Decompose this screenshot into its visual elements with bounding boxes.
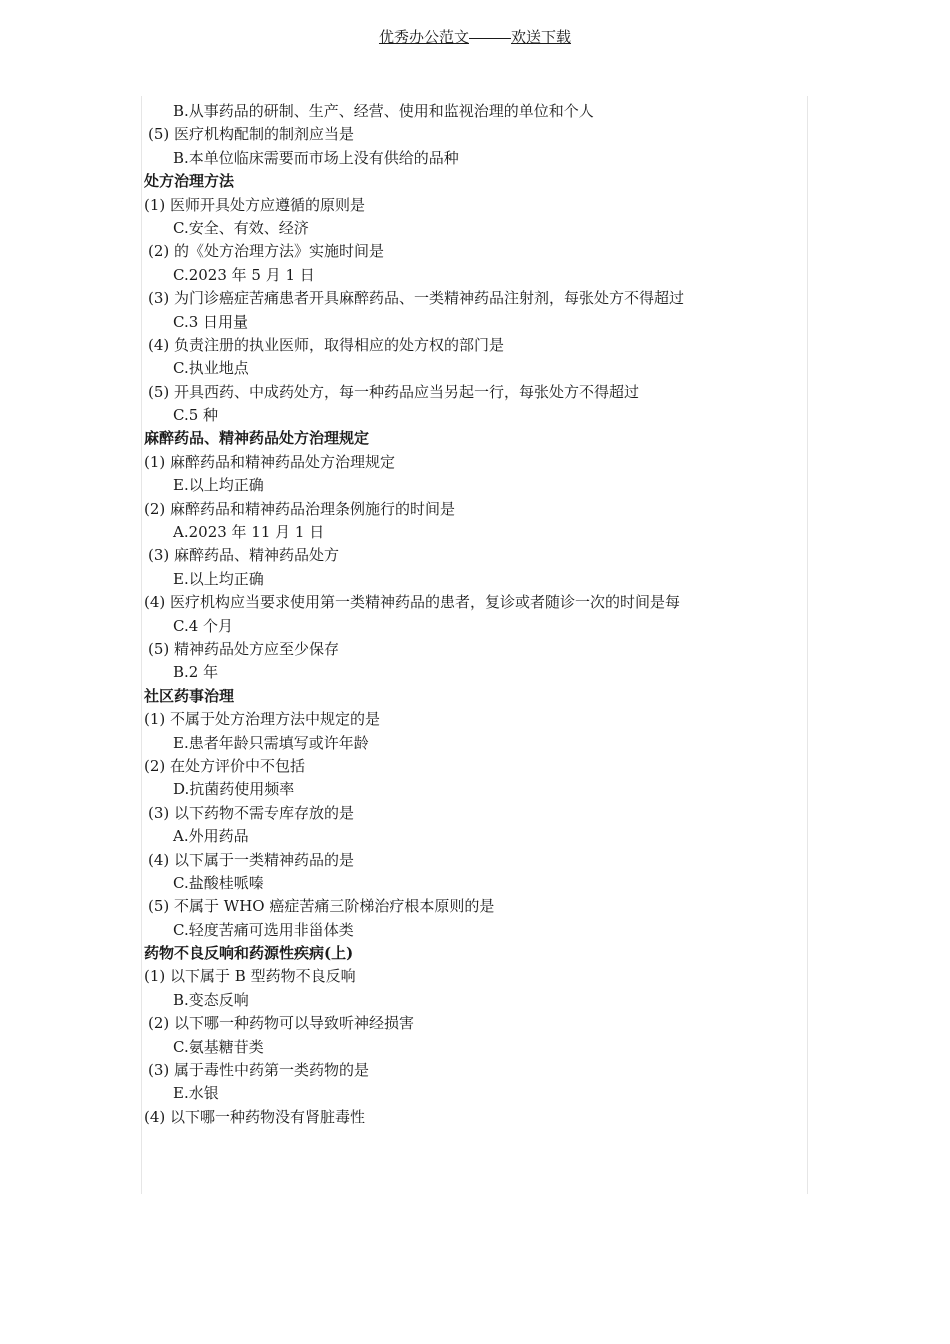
page-frame-right-border bbox=[807, 96, 808, 1194]
answer-line: E.患者年龄只需填写或许年龄 bbox=[173, 733, 369, 752]
question-line: (3) 为门诊癌症苦痛患者开具麻醉药品、一类精神药品注射剂，每张处方不得超过 bbox=[148, 289, 685, 308]
question-line: (1) 不属于处方治理方法中规定的是 bbox=[144, 710, 381, 729]
page-frame-left-border bbox=[141, 96, 142, 1194]
question-line: (2) 以下哪一种药物可以导致听神经损害 bbox=[148, 1014, 415, 1033]
document-body bbox=[144, 100, 804, 1129]
question-line: (1) 医师开具处方应遵循的原则是 bbox=[144, 195, 366, 214]
question-line: (4) 以下哪一种药物没有肾脏毒性 bbox=[144, 1107, 366, 1126]
question-line: (4) 以下属于一类精神药品的是 bbox=[148, 850, 355, 869]
header-right-text: 欢送下载 bbox=[511, 28, 572, 46]
answer-line: E.以上均正确 bbox=[173, 569, 264, 588]
section-heading: 药物不良反响和药源性疾病(上) bbox=[144, 944, 354, 963]
page-header bbox=[0, 26, 950, 47]
answer-line: B.2 年 bbox=[173, 663, 219, 682]
answer-line: C.氨基糖苷类 bbox=[173, 1037, 264, 1056]
answer-line: B.从事药品的研制、生产、经营、使用和监视治理的单位和个人 bbox=[173, 102, 594, 120]
header-underline-gap bbox=[469, 37, 511, 39]
section-heading: 处方治理方法 bbox=[144, 172, 235, 191]
question-line: (3) 以下药物不需专库存放的是 bbox=[148, 803, 355, 822]
question-line: (1) 麻醉药品和精神药品处方治理规定 bbox=[144, 452, 396, 471]
question-line: (5) 开具西药、中成药处方，每一种药品应当另起一行，每张处方不得超过 bbox=[148, 382, 640, 401]
question-line: (5) 不属于 WHO 癌症苦痛三阶梯治疗根本原则的是 bbox=[148, 897, 495, 916]
section-heading: 麻醉药品、精神药品处方治理规定 bbox=[144, 429, 370, 448]
answer-line: C.安全、有效、经济 bbox=[173, 218, 309, 237]
question-line: (4) 医疗机构应当要求使用第一类精神药品的患者，复诊或者随诊一次的时间是每 bbox=[144, 593, 681, 612]
answer-line: E.水银 bbox=[173, 1084, 219, 1103]
section-heading: 社区药事治理 bbox=[144, 686, 235, 705]
answer-line: C.轻度苦痛可选用非甾体类 bbox=[173, 920, 354, 939]
answer-line: C.2023 年 5 月 1 日 bbox=[173, 265, 315, 284]
answer-line: E.以上均正确 bbox=[173, 476, 264, 495]
answer-line: C.4 个月 bbox=[173, 616, 234, 635]
answer-line: A.2023 年 11 月 1 日 bbox=[173, 523, 325, 542]
header-left-text: 优秀办公范文 bbox=[378, 28, 469, 46]
answer-line: A.外用药品 bbox=[173, 827, 249, 846]
question-line: (2) 的《处方治理方法》实施时间是 bbox=[148, 242, 385, 261]
question-line: (3) 麻醉药品、精神药品处方 bbox=[148, 546, 340, 565]
answer-line: B.本单位临床需要而市场上没有供给的品种 bbox=[173, 148, 459, 167]
question-line: (3) 属于毒性中药第一类药物的是 bbox=[148, 1061, 370, 1080]
question-line: (1) 以下属于 B 型药物不良反响 bbox=[144, 967, 356, 986]
question-line: (5) 医疗机构配制的制剂应当是 bbox=[148, 125, 355, 144]
question-line: (2) 麻醉药品和精神药品治理条例施行的时间是 bbox=[144, 499, 456, 518]
answer-line: C.3 日用量 bbox=[173, 312, 249, 331]
answer-line: D.抗菌药使用频率 bbox=[173, 780, 295, 799]
answer-line: C.盐酸桂哌嗪 bbox=[173, 873, 264, 892]
answer-line: B.变态反响 bbox=[173, 990, 249, 1009]
answer-line: C.5 种 bbox=[173, 406, 219, 425]
question-line: (2) 在处方评价中不包括 bbox=[144, 756, 306, 775]
answer-line: C.执业地点 bbox=[173, 359, 249, 378]
question-line: (4) 负责注册的执业医师，取得相应的处方权的部门是 bbox=[148, 335, 505, 354]
question-line: (5) 精神药品处方应至少保存 bbox=[148, 639, 340, 658]
